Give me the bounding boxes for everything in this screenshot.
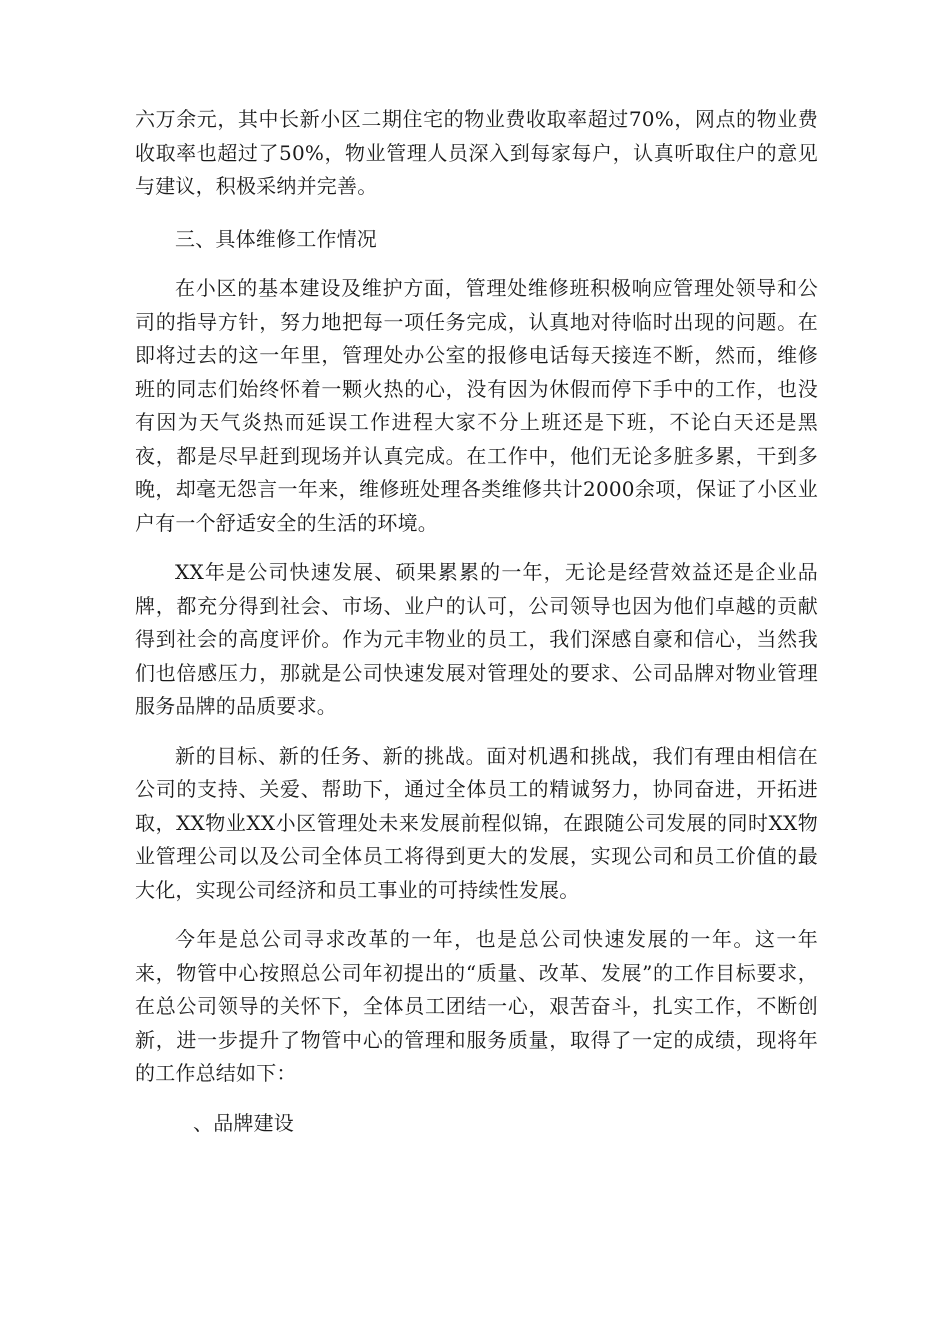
section-heading-maintenance: 三、具体维修工作情况 <box>175 226 377 251</box>
paragraph-new-goals: 新的目标、新的任务、新的挑战。面对机遇和挑战，我们有理由相信在公司的支持、关爱、帮助下，通过全体员工的精诚努力，协同奋进，开拓进取，XX物业XX小区管理处未来发展前程似锦，在跟随公司发展的同时XX物业管理公司以及公司全体员工将得到更大的发展，实现公司和员工价值的最大化，实现公司经济和员工事业的可持续性发展。 <box>135 743 818 902</box>
paragraph-maintenance-work: 在小区的基本建设及维护方面，管理处维修班积极响应管理处领导和公司的指导方针，努力地把每一项任务完成，认真地对待临时出现的问题。在即将过去的这一年里，管理处办公室的报修电话每天接连不断，然而，维修班的同志们始终怀着一颗火热的心，没有因为休假而停下手中的工作，也没有因为天气炎热而延误工作进程大家不分上班还是下班，不论白天还是黑夜，都是尽早赶到现场并认真完成。在工作中，他们无论多脏多累，干到多晚，却毫无怨言一年来，维修班处理各类维修共计2000余项，保证了小区业户有一个舒适安全的生活的环境。 <box>135 276 818 535</box>
paragraph-annual-summary: 今年是总公司寻求改革的一年，也是总公司快速发展的一年。这一年来，物管中心按照总公司年初提出的“质量、改革、发展”的工作目标要求，在总公司领导的关怀下，全体员工团结一心，艰苦奋斗，扎实工作，不断创新，进一步提升了物管中心的管理和服务质量，取得了一定的成绩，现将年的工作总结如下： <box>135 927 818 1085</box>
section-heading-brand: 、品牌建设 <box>193 1110 294 1135</box>
paragraph-company-development: XX年是公司快速发展、硕果累累的一年，无论是经营效益还是企业品牌，都充分得到社会、市场、业户的认可，公司领导也因为他们卓越的贡献得到社会的高度评价。作为元丰物业的员工，我们深感自豪和信心，当然我们也倍感压力，那就是公司快速发展对管理处的要求、公司品牌对物业管理服务品牌的品质要求。 <box>135 560 818 718</box>
paragraph-fee-collection: 六万余元，其中长新小区二期住宅的物业费收取率超过70%，网点的物业费收取率也超过了50%，物业管理人员深入到每家每户，认真听取住户的意见与建议，积极采纳并完善。 <box>135 107 818 198</box>
